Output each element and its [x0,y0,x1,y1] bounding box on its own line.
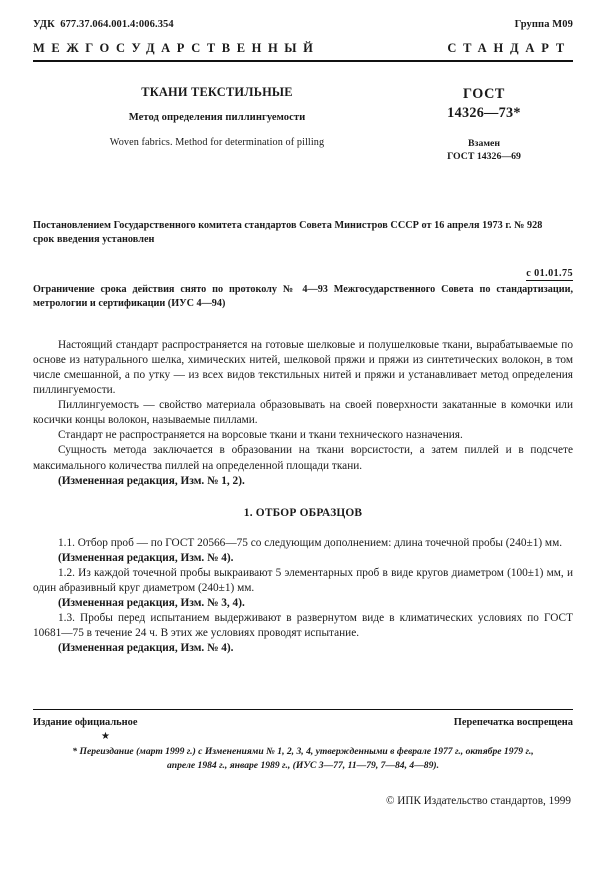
clause-1-1-revision: (Измененная редакция, Изм. № 4). [58,551,234,564]
gost-number: 14326—73* [447,105,521,121]
clause-1-2-text: 1.2. Из каждой точечной пробы выкраивают 5 элементарных проб в виде кругов диаметром (100±1) мм, и один абразивный круг диаметром (240±1) мм. [33,566,573,594]
clause-1-3-revision: (Измененная редакция, Изм. № 4). [58,642,234,655]
body-text [33,338,573,489]
page-content [33,0,573,878]
page-footer [33,709,573,807]
clause-1-2 [33,566,573,611]
clause-1-3-text: 1.3. Пробы перед испытанием выдерживают в развернутом виде в климатических условиях по ГОСТ 10681—75 в течение 24 ч. В этих же условиях проводят испытание. [33,612,573,640]
standard-banner-left: МЕЖГОСУДАРСТВЕННЫЙ [33,41,320,55]
title-block [33,85,573,162]
footer-row [33,717,573,728]
standard-banner-right: СТАНДАРТ [447,41,571,55]
group-code: Группа М09 [514,19,573,30]
star-icon: ★ [101,731,110,742]
udk-code: УДК 677.37.064.001.4:006.354 [33,19,174,30]
decree-line-2: срок введения установлен [33,234,155,246]
replaces-label: Взамен [467,138,501,149]
page-subtitle-english: Woven fabrics. Method for determination of pilling [109,137,325,148]
body-paragraph-3: Стандарт не распространяется на ворсовые ткани и ткани технического назначения. [58,429,463,442]
title-right-column [395,85,573,162]
reissue-note-line-1: * Переиздание (март 1999 г.) с Изменениями № 1, 2, 3, 4, утвержденными в феврале 1977 г., октябре 1979 г., [72,746,534,757]
body-paragraph-4: Сущность метода заключается в образовании на ткани ворсистости, а затем пиллей и в подсчете максимального количества пиллей на определенной площади ткани. [33,444,573,472]
page-title: ТКАНИ ТЕКСТИЛЬНЫЕ [141,85,293,99]
udk-row [33,0,573,30]
decree-block [33,219,573,248]
reprint-forbidden-label: Перепечатка воспрещена [453,717,573,728]
reissue-note-line-2: апреле 1984 г., январе 1989 г., (ИУС 3—77, 11—79, 7—84, 4—89). [167,759,439,771]
gost-word: ГОСТ [463,86,505,102]
clause-1-1 [33,536,573,566]
reissue-note [33,745,573,773]
clause-1-3 [33,611,573,656]
replaces-number: ГОСТ 14326—69 [447,151,521,162]
limitation-note: Ограничение срока действия снято по протоколу № 4—93 Межгосударственного Совета по стандартизации, метрологии и сертификации (ИУС 4—94) [33,283,573,310]
title-left-column [33,85,395,148]
header-rule [33,60,573,62]
clause-1-2-revision: (Измененная редакция, Изм. № 3, 4). [58,597,245,610]
body-paragraph-2: Пиллингуемость — свойство материала образовывать на своей поверхности закатанные в комочки или косички концы волокон, называемые пиллами. [33,399,573,427]
effective-date-row [33,268,573,279]
footer-rule [33,709,573,710]
body-revision-note: (Измененная редакция, Изм. № 1, 2). [58,474,245,487]
page-subtitle: Метод определения пиллингуемости [128,112,306,123]
copyright-line: © ИПК Издательство стандартов, 1999 [385,794,571,807]
official-edition-label: Издание официальное [33,717,138,728]
body-paragraph-1: Настоящий стандарт распространяется на готовые шелковые и полушелковые ткани, вырабатываемые по основе из натурального шелка, химических нитей, шелковой пряжи и пряжи из синтетических волокон, в том числе смешанной, а по утку — из всех видов текстильных нитей и пряжи и устанавливает метод определения пиллингуемости. [33,338,573,397]
section-heading-1: 1. ОТБОР ОБРАЗЦОВ [243,506,363,519]
standard-banner [33,41,573,56]
decree-line-1: Постановлением Государственного комитета стандартов Совета Министров СССР от 16 апреля 1973 г. № 928 [33,220,543,231]
clause-1-1-text: 1.1. Отбор проб — по ГОСТ 20566—75 со следующим дополнением: длина точечной пробы (240±1) мм. [58,536,563,549]
effective-date: с 01.01.75 [526,267,573,279]
